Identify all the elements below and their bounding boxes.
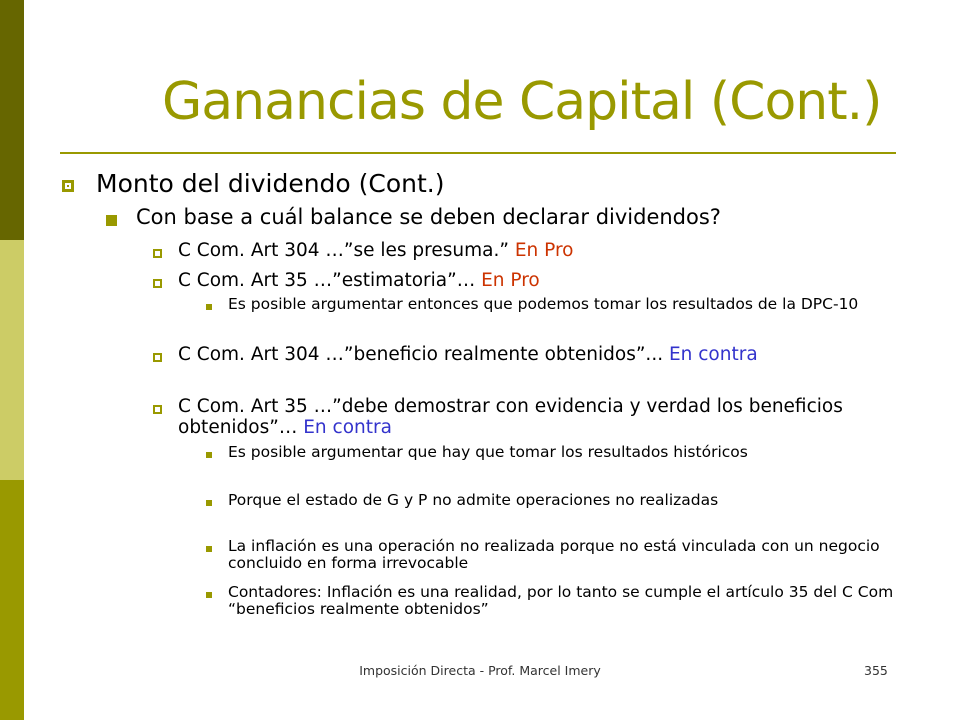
bullet-level4: Es posible argumentar entonces que podemos tomar los resultados de la DPC-10	[228, 295, 859, 313]
page-number: 355	[864, 663, 888, 678]
bullet-text: C Com. Art 304 …”beneficio realmente obtenidos”...	[178, 344, 669, 365]
small-square-bullet-icon	[153, 353, 162, 362]
filled-square-bullet-icon	[106, 215, 117, 226]
en-pro-label: En Pro	[514, 240, 574, 261]
bullet-level4: La inflación es una operación no realizada porque no está vinculada con un negocio concluido en forma irrevocable	[228, 537, 880, 573]
bullet-level4: Es posible argumentar que hay que tomar los resultados históricos	[228, 443, 748, 461]
tiny-square-bullet-icon	[206, 546, 212, 552]
tiny-square-bullet-icon	[206, 592, 212, 598]
tiny-square-bullet-icon	[206, 304, 212, 310]
bullet-level4: Contadores: Inflación es una realidad, por lo tanto se cumple el artículo 35 del C Com “beneficios realmente obtenidos”	[228, 583, 894, 619]
bullet-level4: Porque el estado de G y P no admite operaciones no realizadas	[228, 491, 719, 509]
left-accent-bar-top	[0, 0, 24, 240]
slide-title: Ganancias de Capital (Cont.)	[162, 72, 882, 132]
bullet-level3	[178, 240, 898, 261]
bullet-level2: Con base a cuál balance se deben declarar dividendos?	[136, 205, 721, 229]
left-accent-bar-middle	[0, 240, 24, 480]
bullet-text: C Com. Art 35 …”debe demostrar con evidencia y verdad los beneficios obtenidos”…	[178, 396, 843, 439]
en-pro-label: En Pro	[481, 270, 540, 291]
footer-text: Imposición Directa - Prof. Marcel Imery	[359, 663, 601, 678]
title-divider	[60, 152, 896, 154]
bullet-level3	[178, 270, 898, 291]
bullet-level3	[178, 344, 898, 365]
en-contra-label: En contra	[303, 417, 392, 439]
tiny-square-bullet-icon	[206, 500, 212, 506]
small-square-bullet-icon	[153, 249, 162, 258]
bullet-level1: Monto del dividendo (Cont.)	[96, 169, 445, 198]
small-square-bullet-icon	[153, 405, 162, 414]
small-square-bullet-icon	[153, 279, 162, 288]
en-contra-label: En contra	[668, 344, 758, 365]
hollow-square-bullet-icon	[62, 180, 74, 192]
tiny-square-bullet-icon	[206, 452, 212, 458]
bullet-text: C Com. Art 304 …”se les presuma.”	[178, 240, 515, 261]
left-accent-bar-bottom	[0, 480, 24, 720]
bullet-text: C Com. Art 35 …”estimatoria”…	[178, 270, 482, 291]
bullet-level3	[178, 396, 898, 439]
